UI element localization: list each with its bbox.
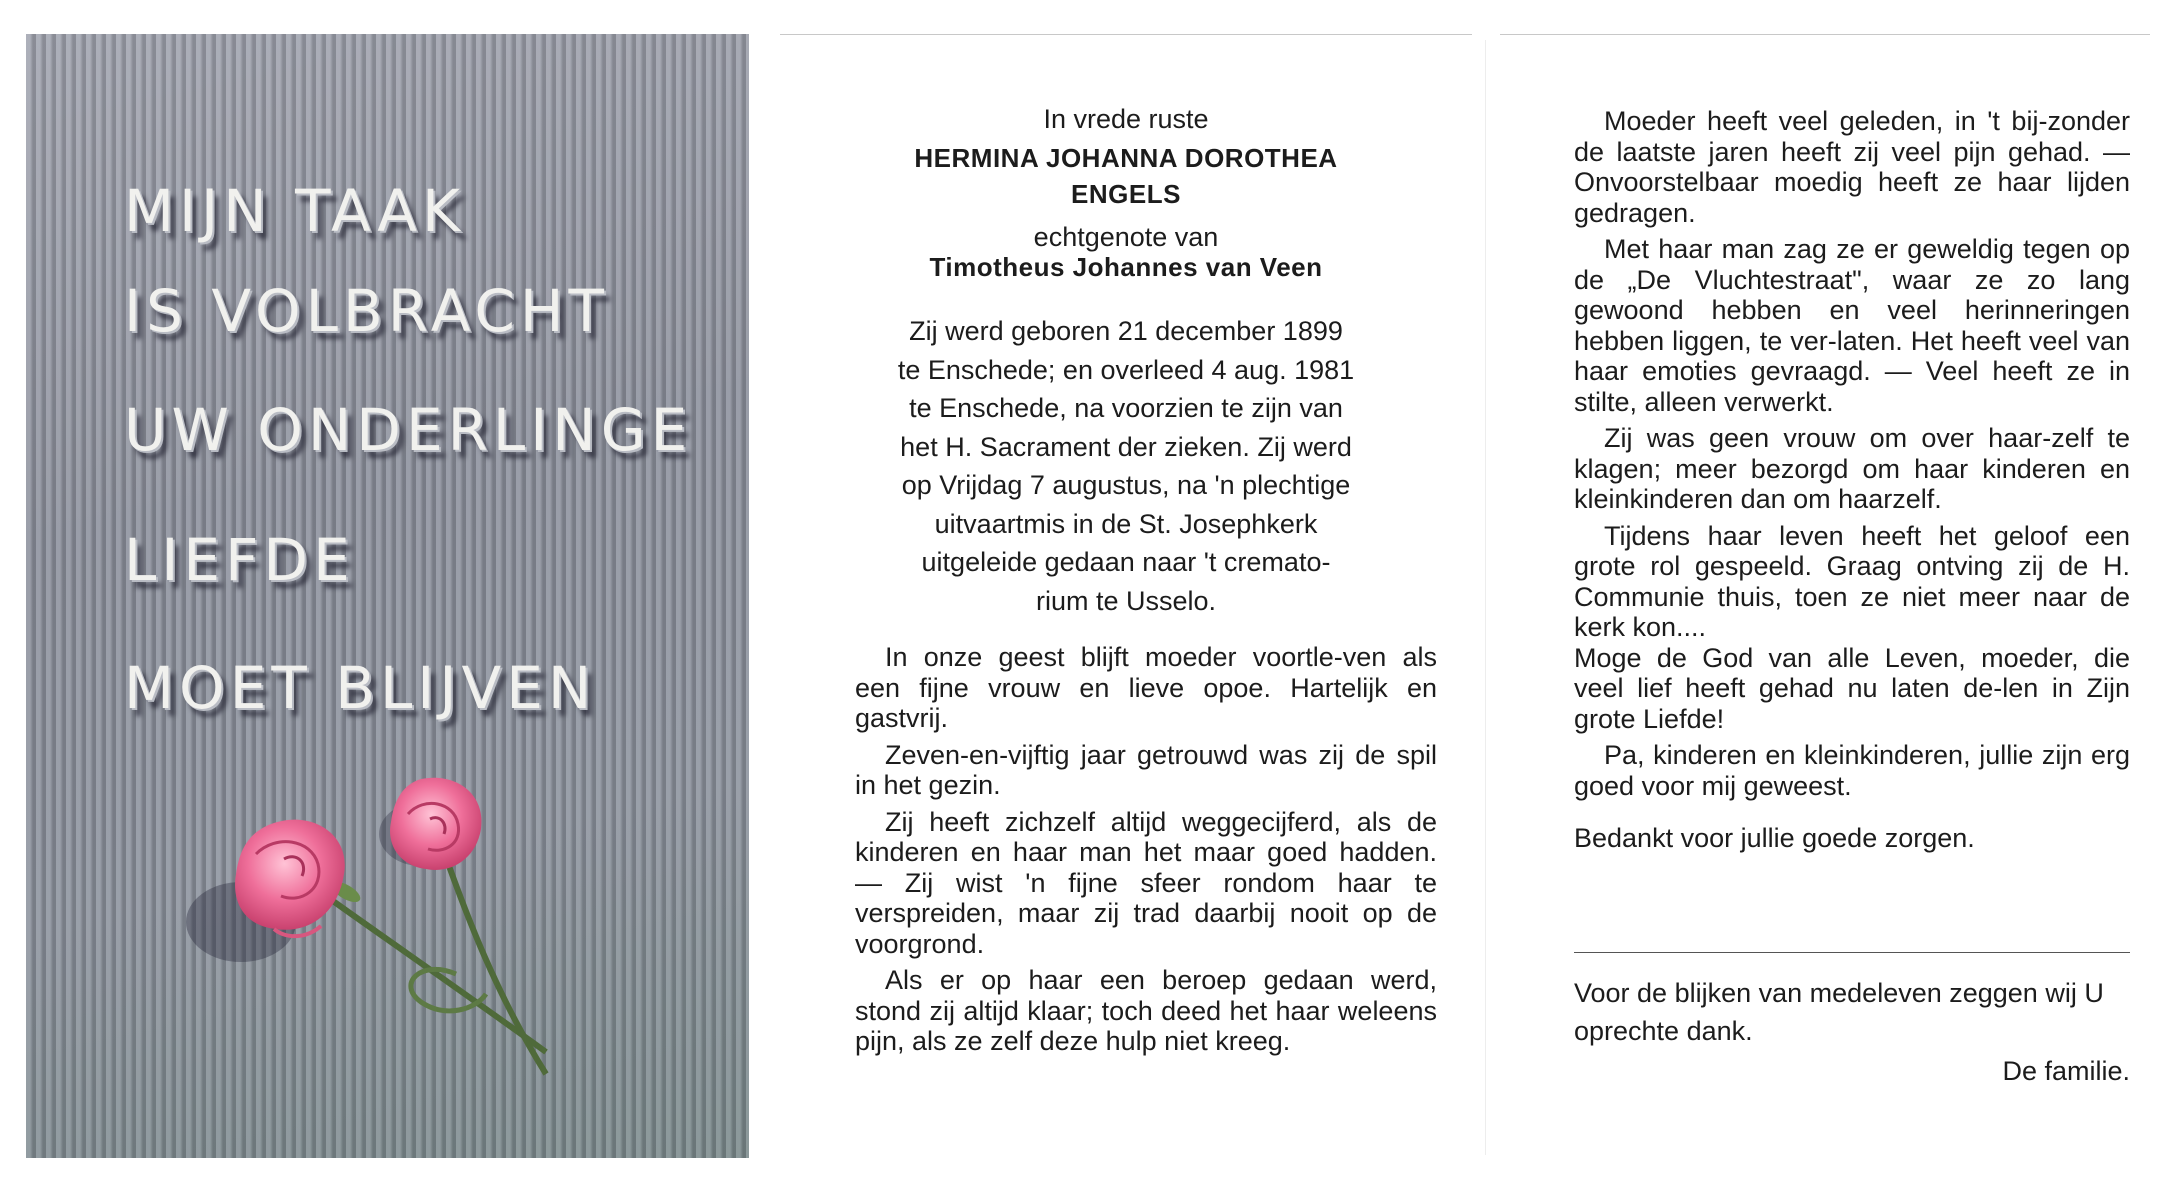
paragraph: Zeven-en-vijftig jaar getrouwd was zij de spil in het gezin.: [855, 739, 1437, 800]
paragraph: Als er op haar een beroep gedaan werd, stond zij altijd klaar; toch deed het haar weleens pijn, als ze zelf deze hulp niet kreeg.: [855, 965, 1437, 1056]
paragraph: Moeder heeft veel geleden, in 't bij-zonder de laatste jaren heeft zij veel pijn gehad. — Onvoorstelbaar moedig heeft ze haar lijden gedragen.: [1574, 106, 2130, 228]
obituary-header: [780, 104, 1472, 283]
bio-line: rium te Usselo.: [1035, 585, 1217, 616]
front-photo-panel: [26, 34, 749, 1158]
signature: De familie.: [2002, 1056, 2130, 1086]
fold-line: [1485, 40, 1486, 1155]
bio-line: Zij werd geboren 21 december 1899: [909, 316, 1343, 346]
bio-line: uitgeleide gedaan naar 't cremato-: [921, 547, 1331, 577]
biography: [810, 312, 1442, 620]
bio-line: het H. Sacrament der zieken. Zij werd: [900, 431, 1352, 462]
spouse-name: Timotheus Johannes van Veen: [929, 252, 1323, 282]
paragraph: Met haar man zag ze er geweldig tegen op de „De Vluchtestraat", waar ze zo lang gewoond hebben en veel herinneringen hebben liggen, te ver-laten. Het heeft veel van haar emoties gevraagd. — Veel heeft ze in stilte, alleen verwerkt.: [1574, 234, 2130, 417]
paragraph: Moge de God van alle Leven, moeder, die veel lief heeft gehad nu laten de-len in Zijn grote Liefde!: [1574, 642, 2130, 734]
deceased-name-line2: ENGELS: [1071, 179, 1181, 209]
poem-line: IS VOLBRACHT: [124, 277, 609, 345]
heading: In vrede ruste: [1043, 104, 1209, 134]
poem-line: UW ONDERLINGE: [124, 396, 693, 464]
paragraph: Zij was geen vrouw om over haar-zelf te klagen; meer bezorgd om haar kinderen en kleinkinderen dan om haarzelf.: [1574, 423, 2130, 514]
tribute-text: [855, 642, 1437, 1057]
bio-line: te Enschede; en overleed 4 aug. 1981: [897, 354, 1355, 385]
bio-line: uitvaartmis in de St. Josephkerk: [934, 508, 1318, 539]
paragraph: Tijdens haar leven heeft het geloof een grote rol gespeeld. Graag ontving zij de H. Communie thuis, toen ze niet meer naar de kerk kon....: [1574, 520, 2130, 642]
thanks-text: Voor de blijken van medeleven zeggen wij U oprechte dank.: [1574, 978, 2104, 1046]
paragraph: In onze geest blijft moeder voortle-ven als een fijne vrouw en lieve opoe. Hartelijk en gastvrij.: [855, 642, 1437, 733]
rose-left: [235, 820, 345, 937]
rose-right: [390, 778, 482, 870]
top-rule: [1500, 34, 2150, 35]
acknowledgement: [1574, 974, 2130, 1090]
poem-line: LIEFDE: [124, 526, 355, 594]
bio-line: op Vrijdag 7 augustus, na 'n plechtige: [901, 470, 1351, 500]
top-rule: [780, 34, 1472, 35]
paragraph: Pa, kinderen en kleinkinderen, jullie zijn erg goed voor mij geweest.: [1574, 740, 2130, 801]
reflection-text: [1574, 106, 2130, 854]
poem-line: MOET BLIJVEN: [124, 654, 597, 722]
paragraph: Zij heeft zichzelf altijd weggecijferd, als de kinderen en haar man het maar goed hadden. — Zij wist 'n fijne sfeer rondom haar te verspreiden, maar zij trad daarbij nooit op de voorgrond.: [855, 806, 1437, 959]
spouse-intro: echtgenote van: [1033, 221, 1219, 252]
obituary-middle-panel: [780, 34, 1472, 1158]
bio-line: te Enschede, na voorzien te zijn van: [909, 393, 1343, 423]
closing-line: Bedankt voor jullie goede zorgen.: [1574, 823, 1975, 853]
divider: [1574, 952, 2130, 953]
deceased-name-line1: HERMINA JOHANNA DOROTHEA: [914, 142, 1338, 173]
obituary-right-panel: [1500, 34, 2150, 1158]
poem-line: MIJN TAAK: [124, 177, 466, 245]
